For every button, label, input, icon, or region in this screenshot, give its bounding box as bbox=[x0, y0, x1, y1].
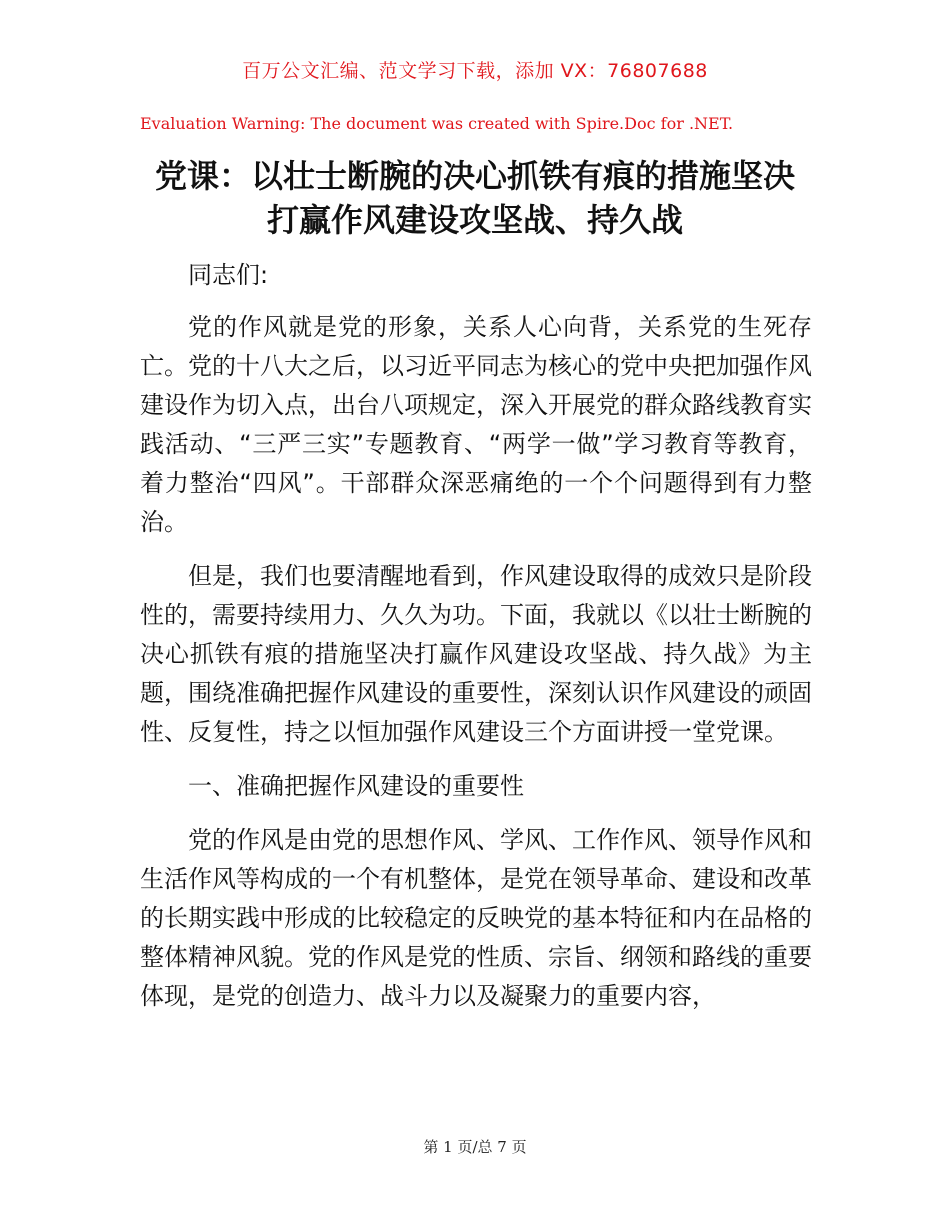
body-paragraph: 党的作风是由党的思想作风、学风、工作作风、领导作风和生活作风等构成的一个有机整体，是党在领导革命、建设和改革的长期实践中形成的比较稳定的反映党的基本特征和内在品格的整体精神风貌。党的作风是党的性质、宗旨、纲领和路线的重要体现，是党的创造力、战斗力以及凝聚力的重要内容， bbox=[140, 826, 812, 1010]
greeting-paragraph: 同志们: bbox=[188, 261, 269, 289]
evaluation-warning: Evaluation Warning: The document was created with Spire.Doc for .NET. bbox=[140, 114, 734, 133]
section-heading: 一、准确把握作风建设的重要性 bbox=[188, 772, 524, 800]
body-paragraph: 党的作风就是党的形象，关系人心向背，关系党的生死存亡。党的十八大之后，以习近平同志为核心的党中央把加强作风建设作为切入点，出台八项规定，深入开展党的群众路线教育实践活动、“三严三实”专题教育、“两学一做”学习教育等教育，着力整治“四风”。干部群众深恶痛绝的一个个问题得到有力整治。 bbox=[140, 313, 812, 536]
title-line-2: 打赢作风建设攻坚战、持久战 bbox=[266, 201, 683, 239]
title-line-1: 党课：以壮士断腕的决心抓铁有痕的措施坚决 bbox=[154, 157, 795, 195]
page-number: 第 1 页/总 7 页 bbox=[423, 1138, 527, 1156]
body-paragraph: 但是，我们也要清醒地看到，作风建设取得的成效只是阶段性的，需要持续用力、久久为功。下面，我就以《以壮士断腕的决心抓铁有痕的措施坚决打赢作风建设攻坚战、持久战》为主题，围绕准确把握作风建设的重要性，深刻认识作风建设的顽固性、反复性，持之以恒加强作风建设三个方面讲授一堂党课。 bbox=[140, 562, 812, 746]
document-body bbox=[140, 256, 812, 1031]
header-banner: 百万公文汇编、范文学习下载，添加 VX：76807688 bbox=[242, 60, 708, 82]
document-title bbox=[100, 154, 850, 242]
